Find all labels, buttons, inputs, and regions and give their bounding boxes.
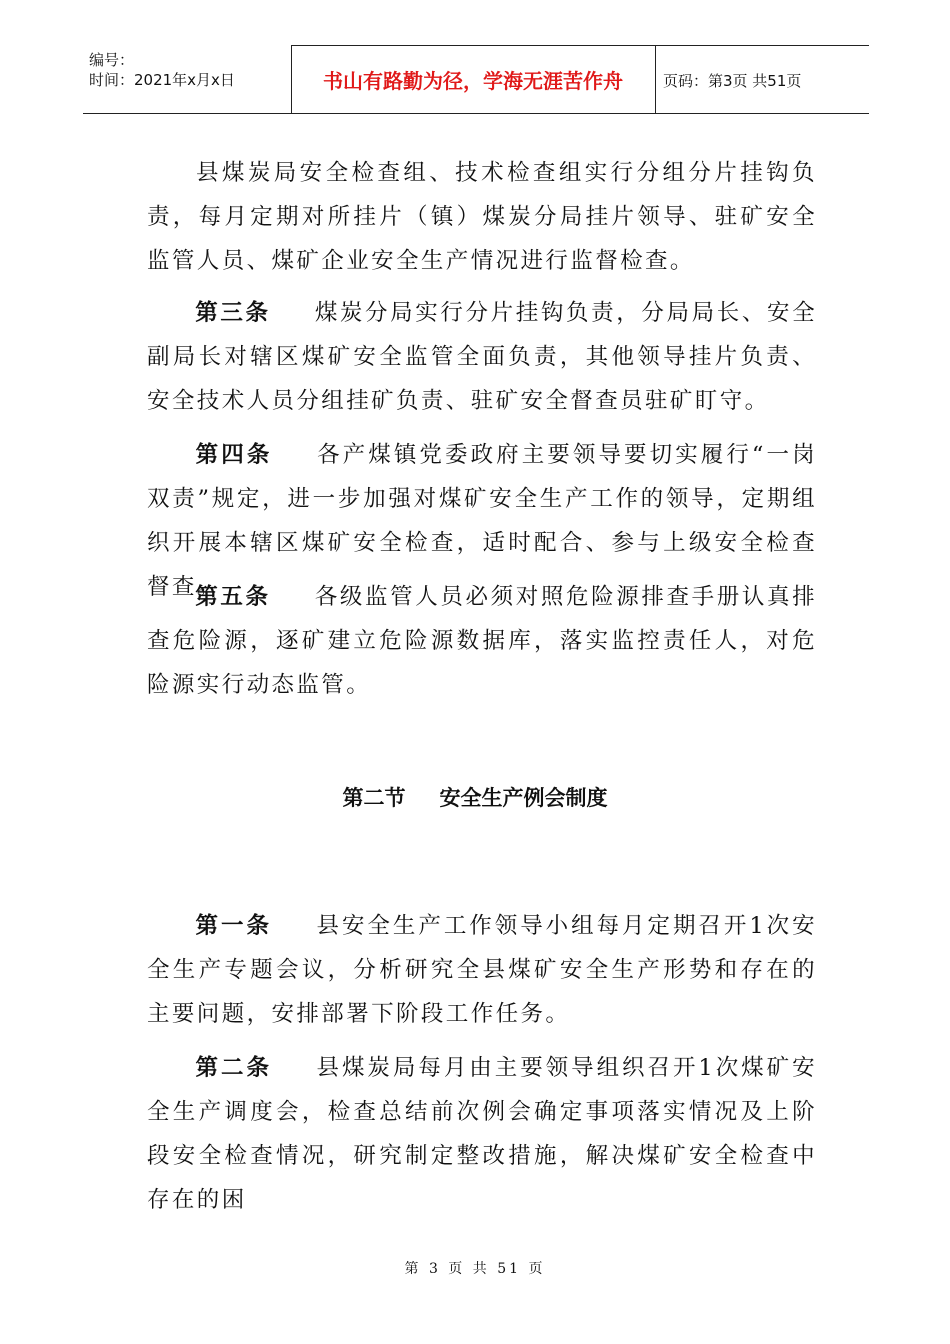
article-label: 第四条 [195,442,273,468]
paragraph [147,151,817,283]
article-label: 第三条 [195,300,271,326]
article-label: 第二条 [195,1055,272,1081]
page-footer: 第 3 页 共 51 页 [404,1261,546,1277]
article-paragraph [147,291,817,423]
page-header [83,45,869,114]
article-text: 煤炭分局实行分片挂钩负责，分局局长、安全副局长对辖区煤矿安全监管全面负责，其他领导挂片负责、安全技术人员分组挂矿负责、驻矿安全督查员驻矿盯守。 [147,300,817,414]
document-code-label: 编号： [89,51,135,69]
article-text: 县安全生产工作领导小组每月定期召开1次安全生产专题会议，分析研究全县煤矿安全生产形势和存在的主要问题，安排部署下阶段工作任务。 [147,913,817,1027]
header-page-number: 页码：第3页 共51页 [663,72,802,90]
article-paragraph [147,575,817,707]
section-heading [0,782,950,812]
header-info-cell [83,45,291,113]
article-label: 第一条 [195,913,272,939]
section-number: 第二节 [342,786,406,810]
article-text: 各产煤镇党委政府主要领导要切实履行“一岗双责”规定，进一步加强对煤矿安全生产工作的领导，定期组织开展本辖区煤矿安全检查，适时配合、参与上级安全检查督查。 [147,442,817,600]
article-label: 第五条 [195,584,271,610]
article-text: 县煤炭局每月由主要领导组织召开1次煤矿安全生产调度会，检查总结前次例会确定事项落实情况及上阶段安全检查情况，研究制定整改措施，解决煤矿安全检查中存在的困 [147,1055,817,1213]
article-paragraph [147,1046,817,1222]
document-date-label: 时间：2021年x月x日 [89,71,235,89]
article-paragraph [147,904,817,1036]
section-title: 安全生产例会制度 [439,786,608,810]
paragraph-text: 县煤炭局安全检查组、技术检查组实行分组分片挂钩负责，每月定期对所挂片（镇）煤炭分局挂片领导、驻矿安全监管人员、煤矿企业安全生产情况进行监督检查。 [147,160,817,274]
article-text: 各级监管人员必须对照危险源排查手册认真排查危险源，逐矿建立危险源数据库，落实监控责任人，对危险源实行动态监管。 [147,584,817,698]
header-motto: 书山有路勤为径，学海无涯苦作舟 [323,69,623,93]
header-divider [655,45,656,113]
